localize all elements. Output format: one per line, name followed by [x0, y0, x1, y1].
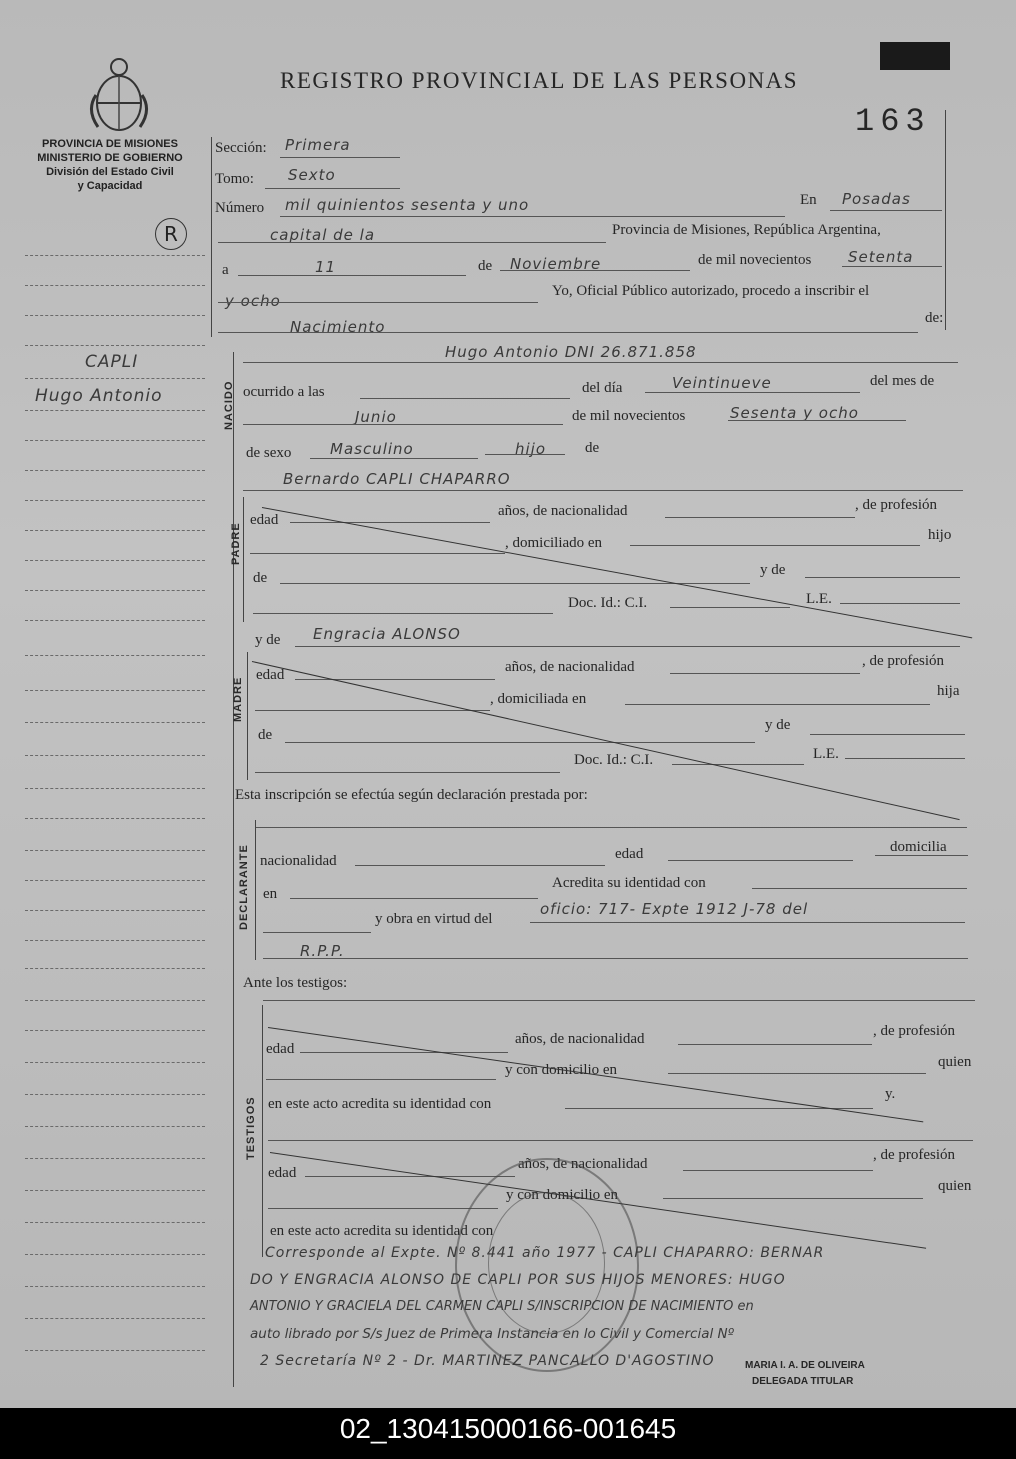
label-test1-y: y.: [885, 1086, 896, 1102]
label-yo: Yo, Oficial Público autorizado, procedo a inscribir el: [552, 283, 870, 299]
label-test2-acredita: en este acto acredita su identidad con: [270, 1223, 494, 1239]
label-padre-domiciliado: , domiciliado en: [505, 535, 603, 551]
office-line-4: y Capacidad: [77, 180, 143, 192]
label-en: En: [800, 192, 817, 208]
label-del-mes: del mes de: [870, 373, 935, 389]
value-acto: Nacimiento: [290, 318, 386, 336]
form-title: REGISTRO PROVINCIAL DE LAS PERSONAS: [280, 68, 799, 93]
value-anio-cont: y ocho: [225, 292, 281, 310]
label-padre-side: PADRE: [230, 522, 242, 565]
label-tomo: Tomo:: [215, 171, 254, 187]
value-nacido-mes: Junio: [355, 408, 397, 426]
label-madre-y-de: y de: [255, 632, 281, 648]
label-test2-anios: años, de nacionalidad: [518, 1156, 648, 1172]
label-padre-y-de: y de: [760, 562, 786, 578]
label-test2-domicilio: y con domicilio en: [506, 1187, 619, 1203]
note-line-5: 2 Secretaría Nº 2 - Dr. MARTINEZ PANCALLO D'AGOSTINO: [260, 1353, 715, 1369]
label-de-colon: de:: [925, 310, 944, 326]
label-madre-domiciliada: , domiciliada en: [490, 691, 587, 707]
corner-tab: [880, 42, 950, 70]
note-line-1: Corresponde al Expte. Nº 8.441 año 1977 - CAPLI CHAPARRO: BERNAR: [265, 1245, 825, 1261]
value-mes: Noviembre: [510, 255, 602, 273]
value-decl-oficio: oficio: 717- Expte 1912 J-78 del: [540, 900, 809, 918]
label-padre-edad: edad: [250, 512, 279, 528]
value-numero: mil quinientos sesenta y uno: [285, 196, 530, 214]
frame-inner: [233, 352, 234, 1387]
testigos-intro: Ante los testigos:: [243, 975, 348, 991]
signature-name: MARIA I. A. DE OLIVEIRA: [745, 1360, 865, 1371]
margin-given-names: Hugo Antonio: [35, 386, 163, 406]
label-decl-acredita: Acredita su identidad con: [552, 875, 706, 891]
label-ocurrido: ocurrido a las: [243, 384, 325, 400]
value-nacido-dia: Veintinueve: [672, 374, 772, 392]
value-decl-rpp: R.P.P.: [300, 942, 345, 960]
label-test1-acredita: en este acto acredita su identidad con: [268, 1096, 492, 1112]
value-tomo: Sexto: [288, 166, 336, 184]
label-de-mil: de mil novecientos: [698, 252, 812, 268]
label-nacido-de: de: [585, 440, 600, 456]
margin-surname: CAPLI: [85, 352, 139, 372]
label-a: a: [222, 262, 229, 278]
page-number: 163: [855, 103, 931, 140]
label-test1-anios: años, de nacionalidad: [515, 1031, 645, 1047]
label-seccion: Sección:: [215, 140, 267, 156]
label-madre-side: MADRE: [232, 676, 244, 722]
label-provincia: Provincia de Misiones, República Argentina,: [612, 222, 881, 238]
label-testigos-side: TESTIGOS: [245, 1096, 257, 1160]
label-test2-edad: edad: [268, 1165, 297, 1181]
label-test1-quien: quien: [938, 1054, 972, 1070]
label-decl-edad: edad: [615, 846, 644, 862]
label-padre-profesion: , de profesión: [855, 497, 938, 513]
label-padre-hijo: hijo: [928, 527, 952, 543]
frame-left: [211, 137, 212, 337]
label-madre-de: de: [258, 727, 273, 743]
label-madre-anios: años, de nacionalidad: [505, 659, 635, 675]
label-padre-anios: años, de nacionalidad: [498, 503, 628, 519]
initial-mark: [155, 218, 187, 250]
label-madre-edad: edad: [256, 667, 285, 683]
value-nacido-nombre: Hugo Antonio DNI 26.871.858: [445, 343, 697, 361]
archive-code: 02_130415000166-001645: [0, 1408, 1016, 1459]
label-declarante-side: DECLARANTE: [238, 844, 250, 930]
label-decl-en: en: [263, 886, 278, 902]
value-nacido-anio: Sesenta y ocho: [730, 404, 859, 422]
label-numero: Número: [215, 200, 265, 216]
value-anio: Setenta: [848, 248, 914, 266]
label-padre-doc: Doc. Id.: C.I.: [568, 595, 648, 611]
label-padre-le: L.E.: [806, 591, 832, 607]
value-padre-nombre: Bernardo CAPLI CHAPARRO: [283, 470, 511, 488]
label-nacido-side: NACIDO: [223, 380, 235, 430]
value-seccion: Primera: [285, 136, 351, 154]
note-line-2: DO Y ENGRACIA ALONSO DE CAPLI POR SUS HIJOS MENORES: HUGO: [250, 1272, 786, 1288]
value-lugar: Posadas: [842, 190, 911, 208]
label-padre-de: de: [253, 570, 268, 586]
frame-right: [945, 110, 946, 330]
padre-cancel-line: [262, 507, 972, 638]
note-line-4: auto librado por S/s Juez de Primera Instancia en lo Civil y Comercial Nº: [250, 1326, 734, 1342]
handwritten-note: [245, 1245, 985, 1380]
value-dia: 11: [315, 258, 337, 276]
label-decl-nacionalidad: nacionalidad: [260, 853, 337, 869]
label-del-dia: del día: [582, 380, 623, 396]
value-madre-nombre: Engracia ALONSO: [313, 625, 461, 643]
declarante-intro: Esta inscripción se efectúa según declaración prestada por:: [235, 787, 588, 803]
value-hijo: hijo: [515, 440, 547, 458]
label-madre-y-de2: y de: [765, 717, 791, 733]
office-line-1: PROVINCIA DE MISIONES: [42, 138, 178, 150]
label-test1-domicilio: y con domicilio en: [505, 1062, 618, 1078]
value-sexo: Masculino: [330, 440, 414, 458]
office-block: [10, 137, 210, 193]
initial-mark-letter: R: [164, 222, 178, 246]
label-de: de: [478, 258, 493, 274]
label-sexo: de sexo: [246, 445, 292, 461]
label-test1-edad: edad: [266, 1041, 295, 1057]
value-lugar-cont: capital de la: [270, 226, 376, 244]
office-line-2: MINISTERIO DE GOBIERNO: [37, 152, 183, 164]
label-test1-profesion: , de profesión: [873, 1023, 956, 1039]
label-madre-hija: hija: [937, 683, 960, 699]
label-madre-profesion: , de profesión: [862, 653, 945, 669]
label-test2-quien: quien: [938, 1178, 972, 1194]
label-nacido-de-mil: de mil novecientos: [572, 408, 686, 424]
label-madre-doc: Doc. Id.: C.I.: [574, 752, 654, 768]
office-line-3: División del Estado Civil: [46, 166, 174, 178]
label-decl-obra: y obra en virtud del: [375, 911, 493, 927]
signature-role: DELEGADA TITULAR: [752, 1376, 854, 1387]
label-madre-le: L.E.: [813, 746, 839, 762]
coat-of-arms-icon: [84, 55, 154, 140]
note-line-3: ANTONIO Y GRACIELA DEL CARMEN CAPLI S/INSCRIPCION DE NACIMIENTO en: [250, 1299, 754, 1314]
label-decl-domicilia: domicilia: [890, 839, 947, 855]
label-test2-profesion: , de profesión: [873, 1147, 956, 1163]
